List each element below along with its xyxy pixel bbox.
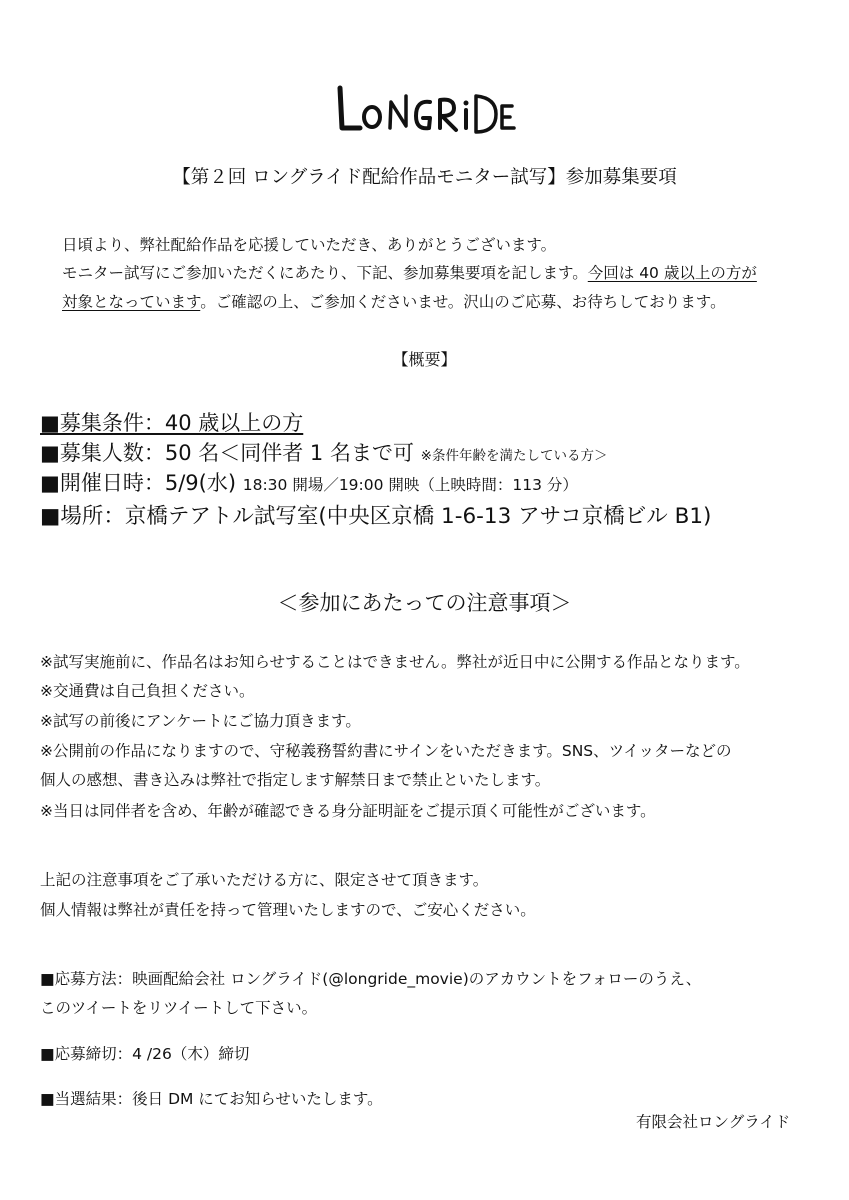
longride-logo [334,84,516,138]
intro-line-3-underlined: 対象となっています [62,293,201,311]
note-1: ※試写実施前に、作品名はお知らせすることはできません。弊社が近日中に公開する作品となります。 [40,653,750,671]
apply-method-line-2: このツイートをリツイートして下さい。 [40,999,318,1017]
overview-datetime [40,467,578,497]
apply-method-line-1: ■応募方法：映画配給会社 ロングライド(@longride_movie)のアカウントをフォローのうえ、 [40,970,702,988]
note-4: ※公開前の作品になりますので、守秘義務誓約書にサインをいただきます。SNS、ツイッターなどの [40,742,732,760]
intro-line-2-text: モニター試写にご参加いただくにあたり、下記、参加募集要項を記します。 [62,264,588,282]
overview-datetime-time: 18:30 開場／19:00 開映（上映時間：113 分） [242,476,578,494]
logo-text: LONGRIDE [422,136,428,137]
overview-capacity [40,437,607,467]
intro-line-3-text: 。ご確認の上、ご参加くださいませ。沢山のご応募、お待ちしております。 [200,293,726,311]
overview-venue: ■場所：京橋テアトル試写室(中央区京橋 1-6-13 アサコ京橋ビル B1) [40,504,712,529]
overview-capacity-main: ■募集人数：50 名＜同伴者 1 名まで可 [40,441,414,465]
notes-heading: ＜参加にあたっての注意事項＞ [277,591,572,615]
overview-datetime-date: ■開催日時：5/9(水) [40,471,237,495]
intro-line-3 [62,290,726,312]
note-5: 個人の感想、書き込みは弊社で指定します解禁日まで禁止といたします。 [40,771,551,789]
longride-logo-graphic [334,84,516,138]
overview-conditions: ■募集条件：40 歳以上の方 [40,411,304,435]
note-3: ※試写の前後にアンケートにご協力頂きます。 [40,712,361,730]
page-title: 【第２回 ロングライド配給作品モニター試写】参加募集要項 [172,167,677,188]
closing-line-2: 個人情報は弊社が責任を持って管理いたしますので、ご安心ください。 [40,901,536,919]
overview-heading: 【概要】 [392,350,457,369]
note-2: ※交通費は自己負担ください。 [40,682,255,700]
intro-line-2-underlined: 今回は 40 歳以上の方が [587,264,757,282]
apply-deadline: ■応募締切：4 /26（木）締切 [40,1045,250,1063]
intro-line-2 [62,261,757,283]
overview-capacity-note: ※条件年齢を満たしている方＞ [420,448,608,464]
company-name: 有限会社ロングライド [636,1113,791,1131]
closing-line-1: 上記の注意事項をご了承いただける方に、限定させて頂きます。 [40,871,489,889]
intro-line-1: 日頃より、弊社配給作品を応援していただき、ありがとうございます。 [62,236,557,254]
apply-result: ■当選結果：後日 DM にてお知らせいたします。 [40,1090,383,1108]
note-6: ※当日は同伴者を含め、年齢が確認できる身分証明証をご提示頂く可能性がございます。 [40,802,656,820]
